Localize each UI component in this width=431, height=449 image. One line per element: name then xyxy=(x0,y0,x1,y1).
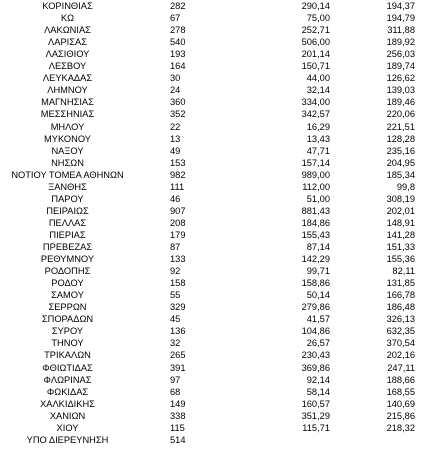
region-name-cell: ΛΑΡΙΣΑΣ xyxy=(48,37,87,48)
rate-cell: 16,29 xyxy=(306,121,330,132)
cases-cell: 24 xyxy=(170,85,181,96)
index-cell: 220,06 xyxy=(386,109,415,120)
index-cell: 218,32 xyxy=(386,422,415,433)
region-name-cell: ΣΕΡΡΩΝ xyxy=(48,302,87,313)
cases-cell: 265 xyxy=(170,350,186,361)
rate-cell: 279,86 xyxy=(301,302,330,313)
index-cell: 189,74 xyxy=(386,61,415,72)
table-row xyxy=(0,145,431,157)
index-cell: 326,13 xyxy=(386,314,415,325)
index-cell: 189,46 xyxy=(386,97,415,108)
table-row xyxy=(0,133,431,145)
cases-cell: 153 xyxy=(170,157,186,168)
rate-cell: 342,57 xyxy=(301,109,330,120)
index-cell: 82,11 xyxy=(392,266,415,277)
index-cell: 128,28 xyxy=(386,133,415,144)
cases-cell: 360 xyxy=(170,97,186,108)
region-name-cell: ΡΟΔΟΥ xyxy=(51,278,84,289)
rate-cell: 201,14 xyxy=(301,49,330,60)
index-cell: 221,51 xyxy=(386,121,415,132)
region-name-cell: ΦΛΩΡΙΝΑΣ xyxy=(43,374,92,385)
table-row xyxy=(0,205,431,217)
cases-cell: 49 xyxy=(170,145,181,156)
index-cell: 194,79 xyxy=(386,13,415,24)
region-name-cell: ΚΟΡΙΝΘΙΑΣ xyxy=(42,1,93,11)
rate-cell: 51,00 xyxy=(306,193,330,204)
cases-cell: 982 xyxy=(170,169,186,180)
region-name-cell: ΠΙΕΡΙΑΣ xyxy=(49,229,86,240)
rate-cell: 351,29 xyxy=(301,410,330,421)
rate-cell: 58,14 xyxy=(306,386,330,397)
rate-cell: 92,14 xyxy=(306,374,330,385)
index-cell: 186,48 xyxy=(386,302,415,313)
table-row xyxy=(0,265,431,277)
cases-cell: 22 xyxy=(170,121,181,132)
index-cell: 235,16 xyxy=(386,145,415,156)
cases-cell: 115 xyxy=(170,422,185,433)
region-name-cell: ΡΕΘΥΜΝΟΥ xyxy=(40,254,95,265)
cases-cell: 208 xyxy=(170,217,186,228)
rate-cell: 369,86 xyxy=(301,362,330,373)
index-cell: 131,85 xyxy=(386,278,415,289)
cases-cell: 136 xyxy=(170,326,186,337)
cases-cell: 46 xyxy=(170,193,181,204)
rate-cell: 989,00 xyxy=(301,169,330,180)
cases-cell: 149 xyxy=(170,398,186,409)
cases-cell: 158 xyxy=(170,278,186,289)
rate-cell: 115,71 xyxy=(302,422,330,433)
region-name-cell: ΜΥΚΟΝΟΥ xyxy=(44,133,91,144)
index-cell: 247,11 xyxy=(387,362,415,373)
region-name-cell: ΛΗΜΝΟΥ xyxy=(47,85,88,96)
table-row xyxy=(0,193,431,205)
cases-cell: 329 xyxy=(170,302,186,313)
region-name-cell: ΝΗΣΩΝ xyxy=(51,157,84,168)
rate-cell: 41,57 xyxy=(306,314,330,325)
rate-cell: 13,43 xyxy=(306,133,330,144)
cases-cell: 97 xyxy=(170,374,181,385)
index-cell: 202,16 xyxy=(386,350,415,361)
cases-cell: 278 xyxy=(170,25,186,36)
table-row xyxy=(0,434,431,446)
index-cell: 370,54 xyxy=(386,338,415,349)
table-row xyxy=(0,96,431,108)
region-name-cell: ΝΟΤΙΟΥ ΤΟΜΕΑ ΑΘΗΝΩΝ xyxy=(11,169,124,180)
rate-cell: 160,57 xyxy=(301,398,330,409)
region-name-cell: ΛΑΚΩΝΙΑΣ xyxy=(44,25,91,36)
table-row xyxy=(0,169,431,181)
table-row xyxy=(0,410,431,422)
rate-cell: 112,00 xyxy=(302,181,330,192)
region-name-cell: ΣΑΜΟΥ xyxy=(51,290,84,301)
index-cell: 139,03 xyxy=(386,85,415,96)
region-name-cell: ΜΑΓΝΗΣΙΑΣ xyxy=(41,97,94,108)
table-row xyxy=(0,121,431,133)
table-row xyxy=(0,349,431,361)
rate-cell: 150,71 xyxy=(301,61,330,72)
cases-cell: 45 xyxy=(170,314,181,325)
region-name-cell: ΧΑΛΚΙΔΙΚΗΣ xyxy=(40,398,95,409)
table-row xyxy=(0,60,431,72)
index-cell: 256,03 xyxy=(386,49,415,60)
cases-cell: 87 xyxy=(170,242,181,252)
table-row xyxy=(0,398,431,410)
cases-cell: 907 xyxy=(170,205,186,216)
rate-cell: 26,57 xyxy=(306,338,330,349)
table-row xyxy=(0,36,431,48)
table-row xyxy=(0,181,431,193)
table-row xyxy=(0,72,431,84)
region-name-cell: ΣΠΟΡΑΔΩΝ xyxy=(41,314,94,325)
region-name-cell: ΠΡΕΒΕΖΑΣ xyxy=(42,242,93,252)
rate-cell: 44,00 xyxy=(306,73,330,84)
index-cell: 194,37 xyxy=(386,1,415,11)
index-cell: 632,35 xyxy=(386,326,415,337)
index-cell: 141,28 xyxy=(386,229,415,240)
index-cell: 215,86 xyxy=(386,410,415,421)
region-name-cell: ΧΑΝΙΩΝ xyxy=(49,410,86,421)
rate-cell: 252,71 xyxy=(301,25,330,36)
region-name-cell: ΜΗΛΟΥ xyxy=(50,121,85,132)
region-name-cell: ΞΑΝΘΗΣ xyxy=(48,181,87,192)
cases-cell: 55 xyxy=(170,290,181,301)
region-name-cell: ΠΕΛΛΑΣ xyxy=(48,217,87,228)
index-cell: 140,69 xyxy=(386,398,415,409)
rate-cell: 75,00 xyxy=(306,13,330,24)
index-cell: 188,66 xyxy=(386,374,415,385)
rate-cell: 157,14 xyxy=(301,157,330,168)
cases-cell: 30 xyxy=(170,73,181,84)
region-name-cell: ΛΑΣΙΘΙΟΥ xyxy=(45,49,90,60)
region-name-cell: ΛΕΣΒΟΥ xyxy=(48,61,87,72)
table-row xyxy=(0,325,431,337)
table-row xyxy=(0,374,431,386)
table-row xyxy=(0,337,431,349)
table-row xyxy=(0,253,431,265)
index-cell: 189,92 xyxy=(386,37,415,48)
table-row xyxy=(0,108,431,120)
region-name-cell: ΤΡΙΚΑΛΩΝ xyxy=(44,350,91,361)
cases-cell: 164 xyxy=(170,61,186,72)
region-name-cell: ΜΕΣΣΗΝΙΑΣ xyxy=(40,109,95,120)
rate-cell: 184,86 xyxy=(301,217,330,228)
table-row xyxy=(0,157,431,169)
index-cell: 204,95 xyxy=(386,157,415,168)
table-row xyxy=(0,422,431,434)
rate-cell: 87,14 xyxy=(306,242,330,252)
cases-cell: 193 xyxy=(170,49,186,60)
rate-cell: 290,14 xyxy=(301,1,330,11)
cases-cell: 68 xyxy=(170,386,181,397)
index-cell: 308,19 xyxy=(386,193,415,204)
region-name-cell: ΣΥΡΟΥ xyxy=(51,326,84,337)
rate-cell: 104,86 xyxy=(301,326,330,337)
region-name-cell: ΡΟΔΟΠΗΣ xyxy=(44,266,91,277)
table-row xyxy=(0,84,431,96)
table-row xyxy=(0,386,431,398)
table-row xyxy=(0,24,431,36)
index-cell: 155,36 xyxy=(386,254,415,265)
index-cell: 99,8 xyxy=(396,181,415,192)
cases-cell: 338 xyxy=(170,410,186,421)
rate-cell: 155,43 xyxy=(301,229,330,240)
cases-cell: 67 xyxy=(170,13,181,24)
region-name-cell: ΝΑΞΟΥ xyxy=(51,145,84,156)
rate-cell: 142,29 xyxy=(301,254,330,265)
index-cell: 185,34 xyxy=(386,169,415,180)
table-row xyxy=(0,362,431,374)
region-name-cell: ΥΠΟ ΔΙΕΡΕΥΝΗΣΗ xyxy=(26,434,109,445)
index-cell: 148,91 xyxy=(386,217,415,228)
cases-cell: 540 xyxy=(170,37,186,48)
table-row xyxy=(0,12,431,24)
index-cell: 202,01 xyxy=(386,205,415,216)
rate-cell: 230,43 xyxy=(301,350,330,361)
region-name-cell: ΠΑΡΟΥ xyxy=(51,193,84,204)
cases-cell: 391 xyxy=(170,362,186,373)
cases-cell: 133 xyxy=(170,254,186,265)
index-cell: 166,78 xyxy=(386,290,415,301)
region-name-cell: ΤΗΝΟΥ xyxy=(51,338,84,349)
table-row xyxy=(0,229,431,241)
region-name-cell: ΠΕΙΡΑΙΩΣ xyxy=(46,205,89,216)
rate-cell: 506,00 xyxy=(301,37,330,48)
cases-cell: 32 xyxy=(170,338,181,349)
cases-cell: 514 xyxy=(170,434,186,445)
index-cell: 151,33 xyxy=(386,242,415,252)
rate-cell: 99,71 xyxy=(306,266,330,277)
cases-cell: 179 xyxy=(170,229,186,240)
cases-cell: 13 xyxy=(170,133,181,144)
cases-cell: 92 xyxy=(170,266,181,277)
table-row xyxy=(0,313,431,325)
rate-cell: 32,14 xyxy=(306,85,330,96)
cases-cell: 111 xyxy=(170,181,185,192)
index-cell: 311,88 xyxy=(387,25,415,36)
index-cell: 168,55 xyxy=(386,386,415,397)
region-name-cell: ΧΙΟΥ xyxy=(56,422,79,433)
rate-cell: 334,00 xyxy=(301,97,330,108)
region-name-cell: ΛΕΥΚΑΔΑΣ xyxy=(42,73,93,84)
region-name-cell: ΚΩ xyxy=(60,13,75,24)
table-row xyxy=(0,277,431,289)
rate-cell: 158,86 xyxy=(301,278,330,289)
index-cell: 126,62 xyxy=(386,73,415,84)
region-name-cell: ΦΘΙΩΤΙΔΑΣ xyxy=(42,362,93,373)
table-row xyxy=(0,217,431,229)
cases-cell: 352 xyxy=(170,109,186,120)
table-row xyxy=(0,289,431,301)
table-row xyxy=(0,48,431,60)
rate-cell: 881,43 xyxy=(301,205,330,216)
table-row xyxy=(0,301,431,313)
table-row xyxy=(0,241,431,253)
cases-cell: 282 xyxy=(170,1,186,11)
region-name-cell: ΦΩΚΙΔΑΣ xyxy=(46,386,89,397)
table-row xyxy=(0,0,431,12)
rate-cell: 47,71 xyxy=(306,145,330,156)
rate-cell: 50,14 xyxy=(306,290,330,301)
